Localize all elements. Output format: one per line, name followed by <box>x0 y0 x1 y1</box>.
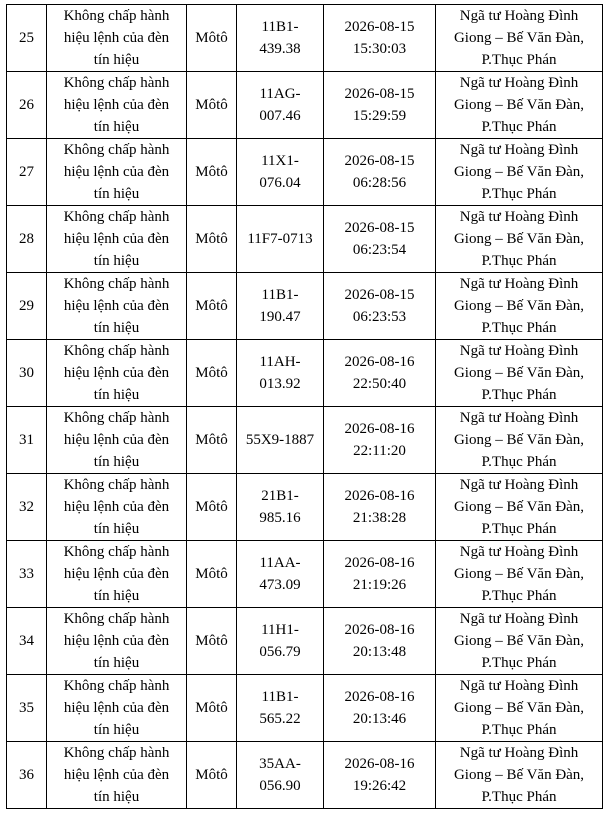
table-row <box>7 206 603 273</box>
location-line: Giong – Bế Văn Đàn, <box>453 499 585 515</box>
time-text: 19:26:42 <box>352 778 407 794</box>
violation-line: Không chấp hành <box>63 142 170 158</box>
violation-cell <box>47 474 187 541</box>
date-text: 2026-08-16 <box>344 689 415 705</box>
datetime-cell <box>324 139 436 206</box>
license-plate-cell <box>237 340 324 407</box>
table-row <box>7 541 603 608</box>
time-text: 15:29:59 <box>352 108 407 124</box>
time-text: 15:30:03 <box>352 41 407 57</box>
location-cell <box>436 72 603 139</box>
vehicle-type-text: Môtô <box>195 231 228 247</box>
license-plate-cell <box>237 72 324 139</box>
license-plate-cell <box>237 474 324 541</box>
vehicle-type-cell <box>187 608 237 675</box>
license-plate-line: 565.22 <box>259 711 301 727</box>
license-plate-cell <box>237 273 324 340</box>
row-number-cell <box>7 608 47 675</box>
vehicle-type-text: Môtô <box>195 432 228 448</box>
row-number-text: 26 <box>19 97 34 113</box>
date-text: 2026-08-15 <box>344 287 415 303</box>
violation-line: tín hiệu <box>93 454 140 470</box>
violation-line: Không chấp hành <box>63 75 170 91</box>
time-text: 06:23:53 <box>352 309 407 325</box>
vehicle-type-text: Môtô <box>195 97 228 113</box>
vehicle-type-cell <box>187 474 237 541</box>
row-number-cell <box>7 675 47 742</box>
vehicle-type-cell <box>187 340 237 407</box>
location-line: Ngã tư Hoàng Đình <box>459 142 579 158</box>
license-plate-line: 11B1- <box>261 689 299 705</box>
violation-cell <box>47 407 187 474</box>
license-plate-cell <box>237 742 324 809</box>
row-number-text: 29 <box>19 298 34 314</box>
license-plate-line: 11AH- <box>259 354 301 370</box>
license-plate-line: 35AA- <box>259 756 301 772</box>
license-plate-cell <box>237 608 324 675</box>
violation-line: hiệu lệnh của đèn <box>63 432 170 448</box>
location-line: P.Thục Phán <box>481 387 557 403</box>
violation-line: hiệu lệnh của đèn <box>63 30 170 46</box>
row-number-cell <box>7 139 47 206</box>
location-cell <box>436 541 603 608</box>
violation-line: hiệu lệnh của đèn <box>63 365 170 381</box>
violation-line: tín hiệu <box>93 387 140 403</box>
license-plate-line: 985.16 <box>259 510 301 526</box>
violation-line: Không chấp hành <box>63 544 170 560</box>
violations-table <box>6 4 603 809</box>
location-line: Giong – Bế Văn Đàn, <box>453 97 585 113</box>
location-line: Ngã tư Hoàng Đình <box>459 745 579 761</box>
datetime-cell <box>324 541 436 608</box>
vehicle-type-text: Môtô <box>195 30 228 46</box>
date-text: 2026-08-16 <box>344 488 415 504</box>
violation-line: tín hiệu <box>93 722 140 738</box>
location-line: Ngã tư Hoàng Đình <box>459 209 579 225</box>
location-line: Ngã tư Hoàng Đình <box>459 8 579 24</box>
location-cell <box>436 608 603 675</box>
license-plate-cell <box>237 407 324 474</box>
location-line: Ngã tư Hoàng Đình <box>459 477 579 493</box>
datetime-cell <box>324 474 436 541</box>
vehicle-type-cell <box>187 675 237 742</box>
location-cell <box>436 206 603 273</box>
location-line: Ngã tư Hoàng Đình <box>459 678 579 694</box>
table-row <box>7 675 603 742</box>
row-number-cell <box>7 474 47 541</box>
table-row <box>7 407 603 474</box>
vehicle-type-cell <box>187 72 237 139</box>
table-row <box>7 340 603 407</box>
row-number-cell <box>7 273 47 340</box>
date-text: 2026-08-16 <box>344 555 415 571</box>
table-row <box>7 5 603 72</box>
row-number-cell <box>7 5 47 72</box>
location-line: P.Thục Phán <box>481 789 557 805</box>
datetime-cell <box>324 273 436 340</box>
license-plate-line: 013.92 <box>259 376 301 392</box>
violation-line: tín hiệu <box>93 320 140 336</box>
time-text: 20:13:48 <box>352 644 407 660</box>
datetime-cell <box>324 675 436 742</box>
row-number-cell <box>7 206 47 273</box>
violation-line: Không chấp hành <box>63 276 170 292</box>
location-line: Giong – Bế Văn Đàn, <box>453 30 585 46</box>
table-row <box>7 608 603 675</box>
location-line: P.Thục Phán <box>481 320 557 336</box>
time-text: 22:50:40 <box>352 376 407 392</box>
violation-line: hiệu lệnh của đèn <box>63 97 170 113</box>
violation-line: tín hiệu <box>93 52 140 68</box>
violations-table-body <box>7 5 603 809</box>
violation-line: tín hiệu <box>93 119 140 135</box>
license-plate-line: 007.46 <box>259 108 301 124</box>
location-line: P.Thục Phán <box>481 655 557 671</box>
license-plate-line: 11F7-0713 <box>247 231 313 247</box>
location-line: P.Thục Phán <box>481 119 557 135</box>
datetime-cell <box>324 5 436 72</box>
violation-line: Không chấp hành <box>63 209 170 225</box>
datetime-cell <box>324 206 436 273</box>
datetime-cell <box>324 608 436 675</box>
violation-line: hiệu lệnh của đèn <box>63 566 170 582</box>
violation-cell <box>47 139 187 206</box>
violation-line: tín hiệu <box>93 186 140 202</box>
vehicle-type-text: Môtô <box>195 365 228 381</box>
datetime-cell <box>324 72 436 139</box>
violation-line: tín hiệu <box>93 521 140 537</box>
license-plate-cell <box>237 5 324 72</box>
violation-line: hiệu lệnh của đèn <box>63 231 170 247</box>
license-plate-cell <box>237 675 324 742</box>
violation-cell <box>47 340 187 407</box>
vehicle-type-text: Môtô <box>195 298 228 314</box>
violation-line: Không chấp hành <box>63 410 170 426</box>
date-text: 2026-08-16 <box>344 354 415 370</box>
violation-line: hiệu lệnh của đèn <box>63 499 170 515</box>
violation-line: Không chấp hành <box>63 678 170 694</box>
violation-line: Không chấp hành <box>63 477 170 493</box>
violation-cell <box>47 206 187 273</box>
license-plate-line: 11AG- <box>259 86 301 102</box>
license-plate-cell <box>237 139 324 206</box>
vehicle-type-text: Môtô <box>195 566 228 582</box>
location-line: P.Thục Phán <box>481 588 557 604</box>
violation-cell <box>47 742 187 809</box>
row-number-text: 28 <box>19 231 34 247</box>
vehicle-type-text: Môtô <box>195 164 228 180</box>
location-cell <box>436 139 603 206</box>
violation-line: tín hiệu <box>93 789 140 805</box>
location-line: Giong – Bế Văn Đàn, <box>453 298 585 314</box>
violation-cell <box>47 541 187 608</box>
location-line: P.Thục Phán <box>481 521 557 537</box>
license-plate-line: 056.90 <box>259 778 301 794</box>
vehicle-type-cell <box>187 273 237 340</box>
location-line: Ngã tư Hoàng Đình <box>459 276 579 292</box>
location-cell <box>436 474 603 541</box>
license-plate-line: 11H1- <box>261 622 299 638</box>
row-number-text: 32 <box>19 499 34 515</box>
location-line: Giong – Bế Văn Đàn, <box>453 432 585 448</box>
row-number-text: 31 <box>19 432 34 448</box>
location-cell <box>436 742 603 809</box>
time-text: 21:38:28 <box>352 510 407 526</box>
vehicle-type-cell <box>187 5 237 72</box>
violation-line: Không chấp hành <box>63 745 170 761</box>
location-cell <box>436 675 603 742</box>
row-number-text: 25 <box>19 30 34 46</box>
datetime-cell <box>324 340 436 407</box>
license-plate-line: 439.38 <box>259 41 301 57</box>
violation-cell <box>47 608 187 675</box>
license-plate-line: 076.04 <box>259 175 301 191</box>
violation-line: hiệu lệnh của đèn <box>63 700 170 716</box>
license-plate-cell <box>237 206 324 273</box>
table-row <box>7 742 603 809</box>
row-number-cell <box>7 742 47 809</box>
location-cell <box>436 273 603 340</box>
date-text: 2026-08-16 <box>344 421 415 437</box>
location-line: Ngã tư Hoàng Đình <box>459 410 579 426</box>
location-line: Ngã tư Hoàng Đình <box>459 343 579 359</box>
location-line: Giong – Bế Văn Đàn, <box>453 365 585 381</box>
violation-line: tín hiệu <box>93 253 140 269</box>
violation-line: hiệu lệnh của đèn <box>63 298 170 314</box>
license-plate-line: 190.47 <box>259 309 301 325</box>
row-number-cell <box>7 340 47 407</box>
time-text: 06:28:56 <box>352 175 407 191</box>
datetime-cell <box>324 742 436 809</box>
license-plate-line: 11X1- <box>261 153 299 169</box>
violation-cell <box>47 5 187 72</box>
license-plate-line: 056.79 <box>259 644 301 660</box>
violation-cell <box>47 675 187 742</box>
row-number-text: 34 <box>19 633 34 649</box>
location-line: Ngã tư Hoàng Đình <box>459 611 579 627</box>
violation-line: hiệu lệnh của đèn <box>63 767 170 783</box>
row-number-cell <box>7 407 47 474</box>
location-line: Giong – Bế Văn Đàn, <box>453 633 585 649</box>
location-line: Giong – Bế Văn Đàn, <box>453 700 585 716</box>
violation-line: hiệu lệnh của đèn <box>63 164 170 180</box>
location-line: P.Thục Phán <box>481 186 557 202</box>
location-cell <box>436 407 603 474</box>
location-line: P.Thục Phán <box>481 253 557 269</box>
vehicle-type-text: Môtô <box>195 499 228 515</box>
table-row <box>7 273 603 340</box>
location-line: P.Thục Phán <box>481 722 557 738</box>
vehicle-type-text: Môtô <box>195 700 228 716</box>
date-text: 2026-08-15 <box>344 19 415 35</box>
license-plate-line: 55X9-1887 <box>245 432 315 448</box>
violation-cell <box>47 273 187 340</box>
time-text: 21:19:26 <box>352 577 407 593</box>
location-line: Giong – Bế Văn Đàn, <box>453 566 585 582</box>
vehicle-type-cell <box>187 407 237 474</box>
date-text: 2026-08-15 <box>344 220 415 236</box>
license-plate-line: 473.09 <box>259 577 301 593</box>
row-number-text: 30 <box>19 365 34 381</box>
table-row <box>7 474 603 541</box>
violation-line: tín hiệu <box>93 588 140 604</box>
location-line: Giong – Bế Văn Đàn, <box>453 767 585 783</box>
location-cell <box>436 5 603 72</box>
table-row <box>7 72 603 139</box>
row-number-cell <box>7 541 47 608</box>
violation-line: Không chấp hành <box>63 611 170 627</box>
datetime-cell <box>324 407 436 474</box>
date-text: 2026-08-15 <box>344 153 415 169</box>
location-line: Giong – Bế Văn Đàn, <box>453 231 585 247</box>
license-plate-cell <box>237 541 324 608</box>
time-text: 06:23:54 <box>352 242 407 258</box>
row-number-text: 35 <box>19 700 34 716</box>
violation-cell <box>47 72 187 139</box>
license-plate-line: 21B1- <box>261 488 299 504</box>
table-row <box>7 139 603 206</box>
time-text: 20:13:46 <box>352 711 407 727</box>
location-cell <box>436 340 603 407</box>
vehicle-type-text: Môtô <box>195 633 228 649</box>
date-text: 2026-08-16 <box>344 756 415 772</box>
violation-line: hiệu lệnh của đèn <box>63 633 170 649</box>
row-number-text: 33 <box>19 566 34 582</box>
date-text: 2026-08-15 <box>344 86 415 102</box>
vehicle-type-cell <box>187 541 237 608</box>
date-text: 2026-08-16 <box>344 622 415 638</box>
license-plate-line: 11B1- <box>261 287 299 303</box>
row-number-text: 27 <box>19 164 34 180</box>
vehicle-type-cell <box>187 742 237 809</box>
license-plate-line: 11AA- <box>259 555 301 571</box>
violation-line: Không chấp hành <box>63 343 170 359</box>
location-line: P.Thục Phán <box>481 52 557 68</box>
location-line: P.Thục Phán <box>481 454 557 470</box>
time-text: 22:11:20 <box>353 443 406 459</box>
violation-line: Không chấp hành <box>63 8 170 24</box>
location-line: Ngã tư Hoàng Đình <box>459 544 579 560</box>
row-number-text: 36 <box>19 767 34 783</box>
violation-line: tín hiệu <box>93 655 140 671</box>
location-line: Ngã tư Hoàng Đình <box>459 75 579 91</box>
vehicle-type-text: Môtô <box>195 767 228 783</box>
vehicle-type-cell <box>187 139 237 206</box>
license-plate-line: 11B1- <box>261 19 299 35</box>
row-number-cell <box>7 72 47 139</box>
vehicle-type-cell <box>187 206 237 273</box>
location-line: Giong – Bế Văn Đàn, <box>453 164 585 180</box>
